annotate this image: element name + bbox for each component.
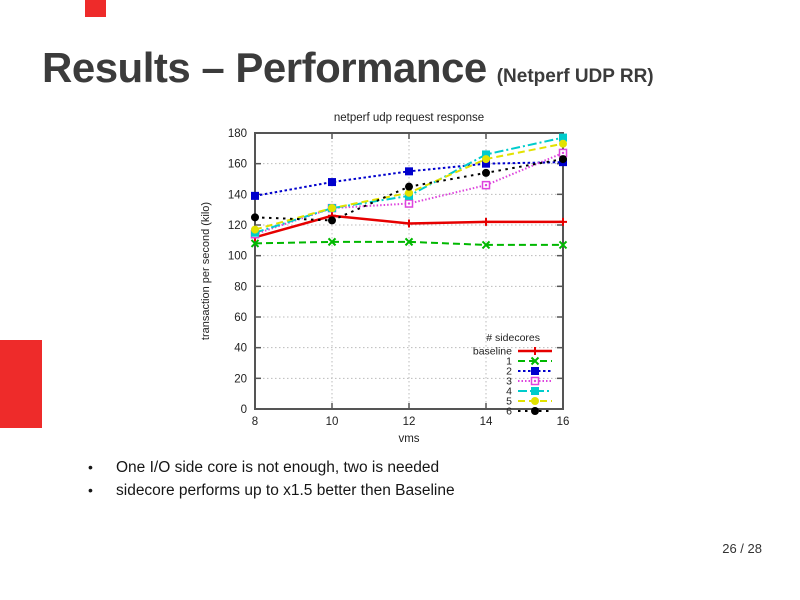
svg-text:60: 60 <box>234 312 247 324</box>
chart-grid <box>255 133 563 409</box>
svg-text:120: 120 <box>227 220 247 232</box>
svg-text:14: 14 <box>479 416 493 428</box>
svg-text:160: 160 <box>227 158 247 171</box>
svg-text:80: 80 <box>234 281 247 294</box>
svg-text:16: 16 <box>556 416 570 428</box>
list-item <box>88 456 455 479</box>
series-2 <box>252 159 567 200</box>
svg-text:12: 12 <box>402 416 416 428</box>
series-3 <box>252 149 567 237</box>
bullet-icon: • <box>88 459 93 475</box>
svg-text:140: 140 <box>227 189 247 202</box>
series-6 <box>251 155 567 224</box>
series-5 <box>251 140 567 234</box>
svg-text:baseline: baseline <box>472 345 512 358</box>
svg-text:vms: vms <box>398 433 420 445</box>
svg-text:8: 8 <box>251 416 259 428</box>
bullet-text: sidecore performs up to x1.5 better then Baseline <box>116 482 455 499</box>
svg-text:5: 5 <box>506 395 512 408</box>
series-baseline <box>251 212 567 241</box>
svg-text:0: 0 <box>240 404 247 416</box>
page-title-qualifier: (Netperf UDP RR) <box>496 66 654 87</box>
bullet-icon: • <box>88 482 93 498</box>
svg-text:20: 20 <box>234 373 247 386</box>
svg-text:40: 40 <box>234 342 247 355</box>
accent-square-top <box>85 0 106 17</box>
svg-text:netperf udp request response: netperf udp request response <box>333 112 485 124</box>
chart-labels <box>200 112 484 445</box>
chart-axes <box>228 128 570 428</box>
svg-text:10: 10 <box>325 416 339 428</box>
page-title: Results – Performance <box>42 44 487 91</box>
page-number: 26 / 28 <box>722 541 762 556</box>
svg-text:# sidecores: # sidecores <box>486 332 540 344</box>
bullet-list <box>88 456 455 502</box>
slide-header <box>42 44 654 92</box>
svg-text:4: 4 <box>506 385 512 398</box>
svg-text:3: 3 <box>506 375 512 388</box>
series-1 <box>252 238 567 248</box>
list-item <box>88 479 455 502</box>
bullet-text: One I/O side core is not enough, two is needed <box>116 459 440 476</box>
accent-bar-left <box>0 340 42 428</box>
svg-text:1: 1 <box>506 355 512 368</box>
svg-text:100: 100 <box>227 250 247 263</box>
svg-text:2: 2 <box>506 365 512 378</box>
svg-text:6: 6 <box>506 405 512 418</box>
svg-text:180: 180 <box>227 128 247 140</box>
chart-legend <box>473 332 552 418</box>
svg-text:transaction per second (kilo): transaction per second (kilo) <box>200 201 212 341</box>
series-4 <box>252 134 567 236</box>
